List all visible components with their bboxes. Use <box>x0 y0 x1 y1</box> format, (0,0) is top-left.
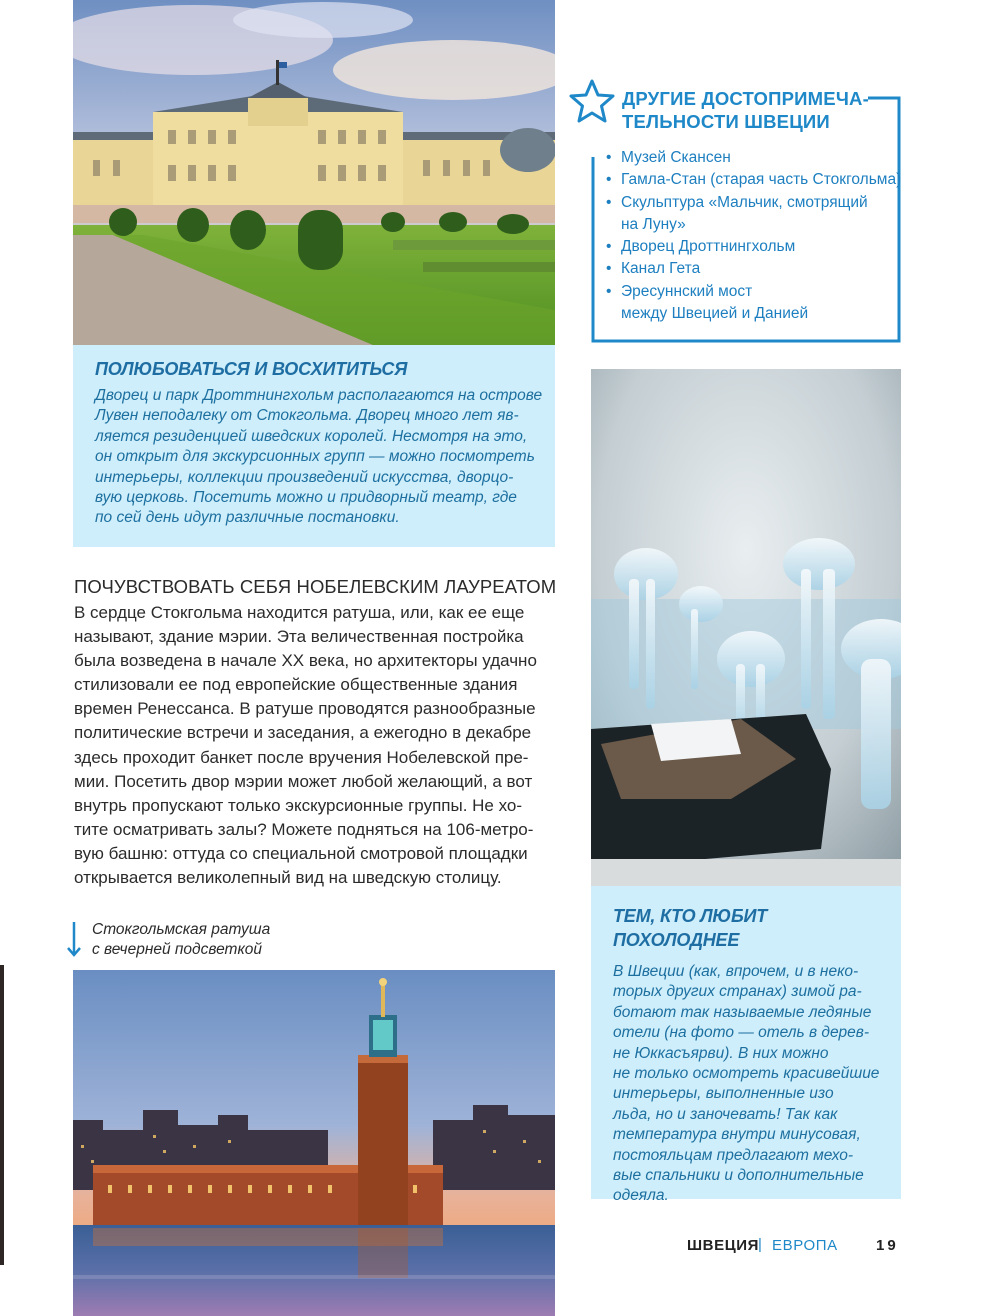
footer-region: ЕВРОПА <box>772 1237 838 1254</box>
bullet: • <box>606 149 612 166</box>
body-line: была возведена в начале XX века, но архитекторы удачно <box>74 651 537 671</box>
palace-box-line: Лувен неподалеку от Стокгольма. Дворец много лет яв- <box>95 407 519 425</box>
caption-line: с вечерней подсветкой <box>92 941 263 958</box>
sight-item-text: Эресуннский мост <box>621 282 753 300</box>
sight-item-text: на Луну» <box>621 215 686 233</box>
footer-separator: | <box>758 1236 762 1253</box>
palace-box-line: ляется резиденцией шведских королей. Несмотря на это, <box>95 427 528 445</box>
sights-title <box>622 87 869 133</box>
body-line: В сердце Стокгольма находится ратуша, или, как ее еще <box>74 603 525 622</box>
sights-title-line: ДРУГИЕ ДОСТОПРИМЕЧА- <box>622 88 869 109</box>
body-line: времен Ренессанса. В ратуше проводятся разнообразные <box>74 699 536 719</box>
ice-box-line: отели (на фото — отель в дерев- <box>613 1024 870 1042</box>
page-number: 19 <box>876 1237 899 1254</box>
palace-box-line: вую церковь. Посетить можно и придворный театр, где <box>95 489 517 507</box>
body-line: открывается великолепный вид на шведскую столицу. <box>74 868 502 888</box>
ice-box-title: ТЕМ, КТО ЛЮБИТ ПОХОЛОДНЕЕ <box>613 906 768 950</box>
body-line: здесь проходит банкет после вручения Нобелевской пре- <box>74 747 529 767</box>
bullet: • <box>606 193 612 211</box>
body-line: мии. Посетить двор мэрии может любой желающий, а вот <box>74 771 533 791</box>
ice-box-line: не только осмотреть красивейшие <box>613 1065 880 1083</box>
city-hall-photo <box>73 970 555 1316</box>
palace-info-box <box>73 345 555 547</box>
photo-caption <box>92 920 270 960</box>
bullet: • <box>606 260 612 278</box>
ice-box-line: ботают так называемые ледяные <box>613 1003 872 1021</box>
ice-box-line: В Швеции (как, впрочем, и в неко- <box>613 963 859 980</box>
arrow-down-icon <box>67 922 81 958</box>
palace-box-line: Дворец и парк Дроттнингхольм располагаются на острове <box>95 387 543 404</box>
ice-hotel-photo <box>591 369 901 886</box>
other-sights-panel <box>590 88 902 344</box>
ice-box-line: вые спальники и дополнительные <box>613 1167 864 1185</box>
bullet: • <box>606 171 612 189</box>
body-line: стилизовали ее под европейские общественные здания <box>74 675 518 695</box>
list-item <box>606 236 901 258</box>
ice-box-line: интерьеры, выполненные изо <box>613 1085 834 1103</box>
palace-box-line: интерьеры, коллекции произведений искусства, дворцо- <box>95 468 514 486</box>
list-item <box>606 281 901 326</box>
ice-box-line: постояльцам предлагают мехо- <box>613 1146 854 1164</box>
list-item <box>606 258 901 280</box>
ice-box-text <box>613 962 879 1207</box>
palace-box-line: по сей день идут различные постановки. <box>95 509 400 527</box>
bullet: • <box>606 282 612 300</box>
page-edge-mark <box>0 965 4 1265</box>
list-item <box>606 147 901 169</box>
sight-item-text: Скульптура «Мальчик, смотрящий <box>621 193 868 211</box>
list-item <box>606 169 901 191</box>
caption-line: Стокгольмская ратуша <box>92 921 271 938</box>
nobel-section-title: ПОЧУВСТВОВАТЬ СЕБЯ НОБЕЛЕВСКИМ ЛАУРЕАТОМ <box>74 576 557 597</box>
bullet: • <box>606 238 612 256</box>
palace-box-line: он открыт для экскурсионных групп — можно посмотреть <box>95 448 535 466</box>
sight-item-text: Дворец Дроттнингхольм <box>621 238 796 256</box>
sight-item-text: Канал Гета <box>621 260 701 278</box>
sight-item-text: Гамла-Стан (старая часть Стокгольма) <box>621 171 902 189</box>
footer-country: ШВЕЦИЯ <box>687 1237 760 1254</box>
body-line: вую башню: оттуда со специальной смотровой площадки <box>74 843 528 863</box>
star-icon <box>568 78 616 126</box>
palace-box-text <box>95 386 543 529</box>
sights-list <box>606 147 901 325</box>
sight-item-text: между Швецией и Данией <box>621 305 809 323</box>
ice-hotel-info-box <box>591 886 901 1205</box>
ice-box-line: одеяла. <box>613 1187 669 1205</box>
ice-box-line: льда, но и заночевать! Так как <box>613 1105 838 1123</box>
body-line: внутрь пропускают только экскурсионные группы. Не хо- <box>74 795 523 815</box>
sight-item-text: Музей Скансен <box>621 149 731 166</box>
palace-box-title: ПОЛЮБОВАТЬСЯ И ВОСХИТИТЬСЯ <box>95 359 408 379</box>
palace-photo <box>73 0 555 345</box>
nobel-section-text <box>74 601 564 890</box>
ice-box-line: температура внутри минусовая, <box>613 1126 861 1144</box>
body-line: тите осматривать залы? Можете подняться на 106-метро- <box>74 819 534 839</box>
list-item <box>606 192 901 237</box>
ice-box-line: не Юккасъярви). В них можно <box>613 1044 829 1062</box>
sights-title-line: ТЕЛЬНОСТИ ШВЕЦИИ <box>622 111 830 132</box>
ice-box-line: торых других странах) зимой ра- <box>613 983 862 1001</box>
body-line: называют, здание мэрии. Эта величественная постройка <box>74 627 524 647</box>
body-line: политические встречи и заседания, а ежегодно в декабре <box>74 723 532 743</box>
